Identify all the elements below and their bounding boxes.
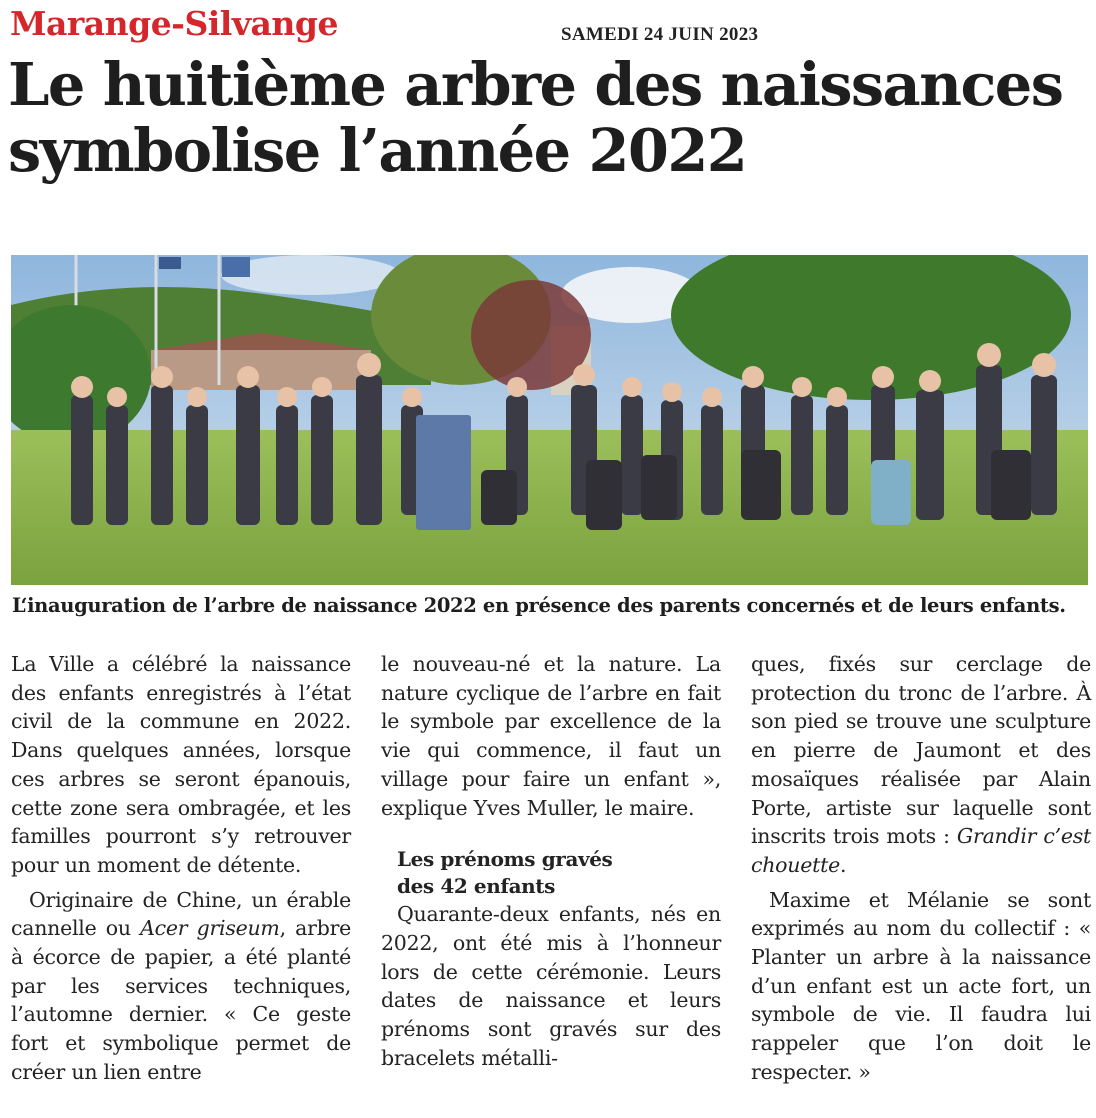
paragraph: Maxime et Mélanie se sont exprimés au nom du collectif : « Planter un arbre à la naissance d’un enfant est un acte fort, un symbole de vie. Il faudra lui rappeler que l’on doit le respecter. » [751, 887, 1091, 1084]
text-span: Originaire de Chine, un érable cannelle ou [11, 887, 351, 941]
paragraph [11, 886, 351, 1087]
article-column-1 [11, 650, 351, 1087]
text-span: . [839, 852, 847, 877]
paragraph: La Ville a célébré la naissance des enfants enregistrés à l’état civil de la commune en 2022. Dans quelques années, lorsque ces arbres se seront épanouis, cette zone sera ombragée, et les familles pourront s’y retrouver pour un moment de détente. [11, 652, 351, 877]
photo-caption: L‘inauguration de l’arbre de naissance 2022 en présence des parents concernés et de leurs enfants. [12, 594, 1066, 617]
quoted-words: Grandir c’est chouette [751, 824, 1092, 877]
article-headline: Le huitième arbre des naissances symbolise l’année 2022 [8, 50, 1063, 185]
publication-date: SAMEDI 24 JUIN 2023 [561, 24, 759, 45]
subheading [381, 846, 721, 900]
subheading-line: des 42 enfants [397, 874, 555, 899]
article-photo [11, 255, 1088, 585]
paragraph: Quarante-deux enfants, nés en 2022, ont été mis à l’honneur lors de cette cérémonie. Leurs dates de naissance et leurs prénoms sont gravés sur des bracelets métalli- [381, 902, 721, 1070]
group-photo-illustration [11, 255, 1088, 585]
text-span: , arbre à écorce de papier, a été planté par les services techniques, l’automne dernier. « Ce geste fort et symbolique permet de créer un lien entre [11, 916, 351, 1084]
article-column-3 [751, 650, 1091, 1087]
text-span: ques, fixés sur cerclage de protection du tronc de l’arbre. À son pied se trouve une sculpture en pierre de Jaumont et des mosaïques réalisée par Alain Porte, artiste sur laquelle sont inscrits trois mots : [751, 652, 1091, 849]
article-column-2 [381, 650, 721, 1072]
section-kicker: Marange-Silvange [10, 4, 338, 43]
paragraph [751, 650, 1091, 880]
paragraph: le nouveau-né et la nature. La nature cyclique de l’arbre en fait le symbole par excellence de la vie qui commence, il faut un village pour faire un enfant », explique Yves Muller, le maire. [381, 652, 721, 820]
subheading-line: Les prénoms gravés [397, 847, 613, 872]
species-name: Acer griseum [140, 916, 280, 941]
